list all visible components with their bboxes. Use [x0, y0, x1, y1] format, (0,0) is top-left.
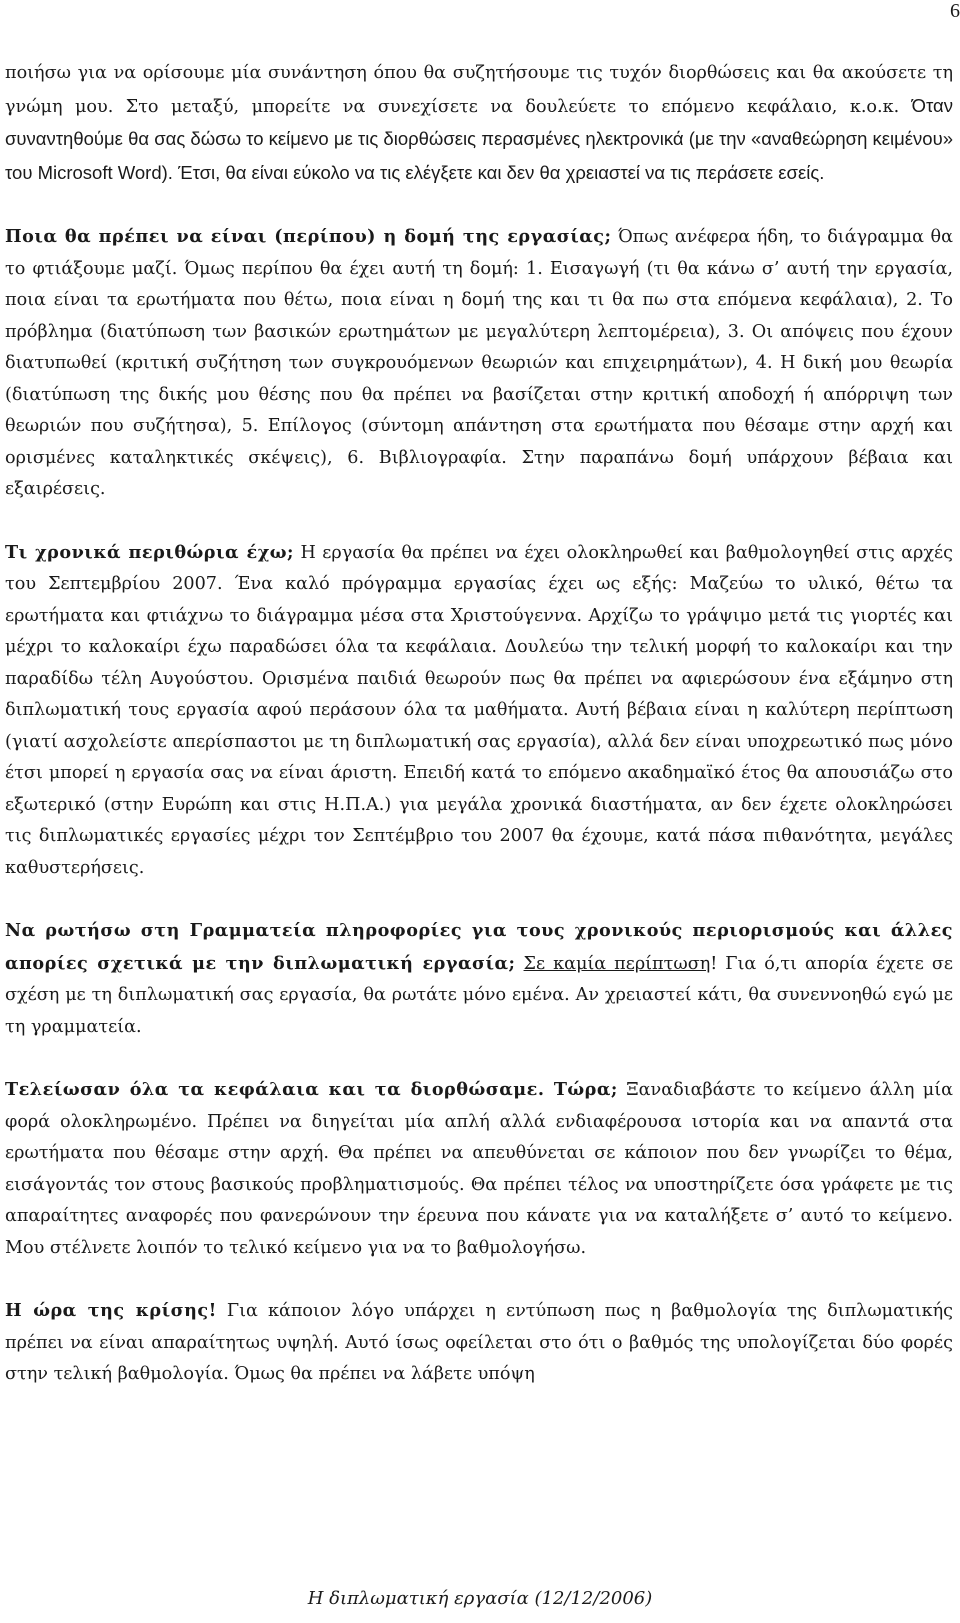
section-heading: Ποια θα πρέπει να είναι (περίπου) η δομή της εργασίας;	[5, 226, 612, 247]
paragraph-timeline	[5, 537, 953, 885]
paragraph-structure	[5, 221, 953, 506]
paragraph-text: Για κάποιον λόγο υπάρχει η εντύπωση πως η βαθμολογία της διπλωματικής πρέπει να είναι απαραίτητως υψηλή. Αυτό ίσως οφείλεται στο ότι ο βαθμός της υπολογίζεται δύο φορές στην τελική βαθμολογία. Όμως θα πρέπει να λάβετε υπόψη	[5, 1301, 953, 1384]
section-heading: Να ρωτήσω στη Γραμματεία πληροφορίες για τους χρονικούς περιορισμούς και άλλες απορίες σχετικά με την διπλωματική εργασία;	[5, 920, 953, 974]
page-number: 6	[950, 0, 960, 22]
paragraph-text: ! Για ό,τι απορία έχετε σε σχέση με τη διπλωματική σας εργασία, θα ρωτάτε μόνο εμένα. Αν χρειαστεί κάτι, θα συνεννοηθώ εγώ με τη γραμματεία.	[5, 953, 954, 1037]
document-body	[5, 58, 953, 1422]
page-footer: Η διπλωματική εργασία (12/12/2006)	[307, 1588, 653, 1609]
section-heading: Η ώρα της κρίσης!	[5, 1300, 217, 1321]
paragraph-text: Ξαναδιαβάστε το κείμενο άλλη μία φορά ολοκληρωμένο. Πρέπει να διηγείται μία απλή αλλά ενδιαφέρουσα ιστορία και να απαντά στα ερωτήματα που θέσαμε στην αρχή. Θα πρέπει να απευθύνεται σε κάποιον που δεν γνωρίζει το θέμα, εισάγοντάς τον στους βασικούς προβληματισμούς. Θα πρέπει τέλος να υποστηρίζετε όσα γράφετε με τις απαραίτητες αναφορές που φανερώνουν την έρευνα που κάνατε για να καταλήξετε σ’ αυτό το κείμενο. Μου στέλνετε λοιπόν το τελικό κείμενο για να το βαθμολογήσω.	[5, 1080, 953, 1258]
section-heading: Τι χρονικά περιθώρια έχω;	[5, 541, 295, 563]
paragraph-text: ποιήσω για να ορίσουμε μία συνάντηση όπου θα συζητήσουμε τις τυχόν διορθώσεις και θα ακούσετε τη γνώμη μου. Στο μεταξύ, μπορείτε να συνεχίσετε να δουλεύετε το επόμενο κεφάλαιο, κ.ο.κ.	[5, 63, 953, 117]
paragraph-text: Όπως ανέφερα ήδη, το διάγραμμα θα το φτιάξουμε μαζί. Όμως περίπου θα έχει αυτή τη δομή: 1. Εισαγωγή (τι θα κάνω σ’ αυτή την εργασία, ποια είναι τα ερωτήματα που θέτω, ποια είναι η δομή της και τι θα πω στα επόμενα κεφάλαια), 2. Το πρόβλημα (διατύπωση των βασικών ερωτημάτων με μεγαλύτερη λεπτομέρεια), 3. Οι απόψεις που έχουν διατυπωθεί (κριτική συζήτηση των συγκρουόμενων θεωριών και επιχειρημάτων), 4. Η δική μου θεωρία (διατύπωση της δικής μου θέσης που θα πρέπει να βασίζεται στην κριτική αποδοχή ή απόρριψη των θεωριών που συζήτησα), 5. Επίλογος (σύντομη απάντηση στα ερωτήματα που θέσαμε στην αρχή και ορισμένες καταληκτικές σκέψεις), 6. Βιβλιογραφία. Στην παραπάνω δομή υπάρχουν βέβαια και εξαιρέσεις.	[5, 227, 953, 499]
paragraph-final-review	[5, 1074, 953, 1264]
paragraph-text-sans: Όταν συναντηθούμε θα σας δώσω το κείμενο με τις διορθώσεις περασμένες ηλεκτρονικά (με την «αναθεώρηση κειμένου» του Microsoft Word). Έτσι, θα είναι εύκολο να τις ελέγξετε και δεν θα χρειαστεί να τις περάσετε εσείς.	[5, 94, 953, 183]
paragraph-text: Η εργασία θα πρέπει να έχει ολοκληρωθεί και βαθμολογηθεί στις αρχές του Σεπτεμβρίου 2007. Ένα καλό πρόγραμμα εργασίας έχει ως εξής: Μαζεύω το υλικό, θέτω τα ερωτήματα και φτιάχνω το διάγραμμα μέσα στα Χριστούγεννα. Αρχίζω το γράψιμο μετά τις γιορτές και μέχρι το καλοκαίρι έχω παραδώσει όλα τα κεφάλαια. Δουλεύω την τελική μορφή το καλοκαίρι και την παραδίδω τέλη Αυγούστου. Ορισμένα παιδιά θεωρούν πως θα πρέπει να αφιερώσουν ένα εξάμηνο στη διπλωματική τους εργασία αφού περάσουν όλα τα μαθήματα. Αυτή βέβαια είναι η καλύτερη περίπτωση (γιατί ασχολείστε απερίσπαστοι με τη διπλωματική σας εργασία), αλλά δεν είναι υποχρεωτικό πως μόνο έτσι μπορεί η εργασία σας να είναι άριστη. Επειδή κατά το επόμενο ακαδημαϊκό έτος θα απουσιάζω στο εξωτερικό (στην Ευρώπη και στις Η.Π.Α.) για μεγάλα χρονικά διαστήματα, αν δεν έχετε ολοκληρώσει τις διπλωματικές εργασίες μέχρι τον Σεπτέμβριο του 2007 θα έχουμε, κατά πάσα πιθανότητα, μεγάλες καθυστερήσεις.	[5, 542, 953, 878]
section-heading: Τελείωσαν όλα τα κεφάλαια και τα διορθώσαμε. Τώρα;	[5, 1079, 618, 1100]
paragraph-continuation	[5, 58, 953, 190]
space	[516, 954, 524, 974]
paragraph-grading	[5, 1295, 953, 1391]
underlined-emphasis: Σε καμία περίπτωση	[523, 953, 711, 974]
paragraph-secretariat	[5, 915, 953, 1043]
